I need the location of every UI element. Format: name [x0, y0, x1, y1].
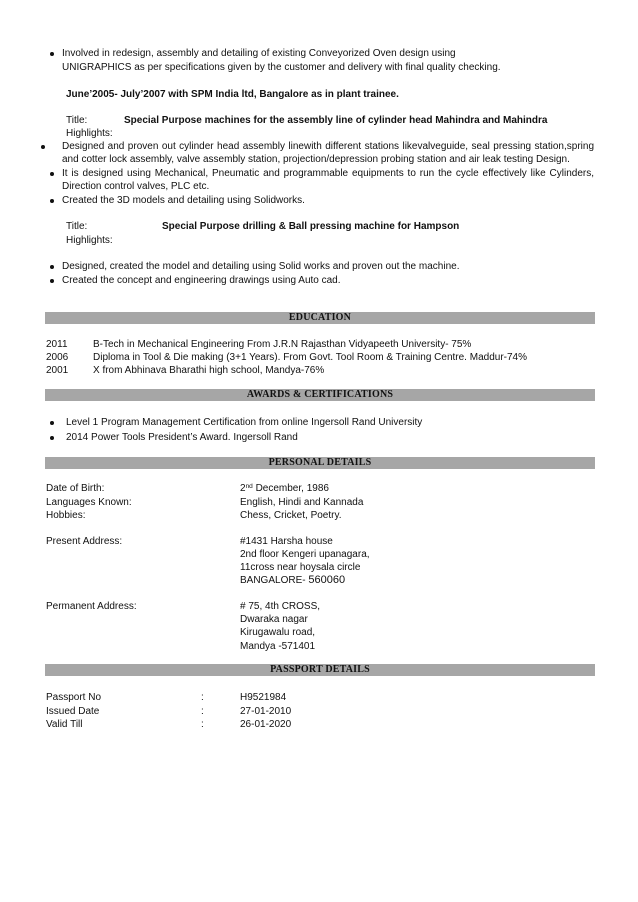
- education-desc: X from Abhinava Bharathi high school, Mandya-76%: [93, 365, 325, 376]
- dob-value: [240, 482, 329, 495]
- present-address-line: 11cross near hoysala circle: [240, 562, 361, 573]
- education-year: 2006: [46, 352, 69, 363]
- bullet-icon: [50, 199, 54, 203]
- languages-value: English, Hindi and Kannada: [240, 497, 364, 508]
- permanent-address-line: Kirugawalu road,: [240, 627, 316, 638]
- present-address-line: [240, 574, 345, 587]
- project2-title: Special Purpose drilling & Ball pressing machine for Hampson: [162, 221, 460, 232]
- bullet-icon: [41, 145, 45, 149]
- present-address-line: #1431 Harsha house: [240, 536, 333, 547]
- project1-bullet-1-line-1: Designed and proven out cylinder head assembly linewith different stations likevalveguide, seal pressing station,spring: [62, 141, 594, 152]
- passport-label: Issued Date: [46, 706, 100, 717]
- bullet-icon: [50, 279, 54, 283]
- bullet-icon: [50, 265, 54, 269]
- education-year: 2011: [46, 339, 68, 350]
- awards-heading: AWARDS & CERTIFICATIONS: [45, 389, 595, 401]
- bullet-icon: [50, 52, 54, 56]
- personal-heading: PERSONAL DETAILS: [45, 457, 595, 469]
- award-item: 2014 Power Tools President’s Award. Ingersoll Rand: [66, 432, 298, 443]
- passport-label: Valid Till: [46, 719, 83, 730]
- permanent-address-label: Permanent Address:: [46, 601, 137, 612]
- education-desc: Diploma in Tool & Die making (3+1 Years). From Govt. Tool Room & Training Centre. Maddur-74%: [93, 352, 527, 363]
- permanent-address-line: Mandya -571401: [240, 641, 316, 652]
- present-city: BANGALORE-: [240, 575, 306, 586]
- education-heading: EDUCATION: [45, 312, 595, 324]
- present-pin: 560060: [308, 574, 346, 586]
- hobbies-label: Hobbies:: [46, 510, 86, 521]
- passport-sep: :: [201, 719, 204, 730]
- passport-value: H9521984: [240, 692, 287, 703]
- present-address-line: 2nd floor Kengeri upanagara,: [240, 549, 370, 560]
- project1-bullet-2-line-2: Direction control valves, PLC etc.: [62, 181, 210, 192]
- project1-title-label: Title:: [66, 115, 88, 126]
- languages-label: Languages Known:: [46, 497, 132, 508]
- dob-rest: December, 1986: [252, 483, 329, 494]
- project2-title-label: Title:: [66, 221, 88, 232]
- passport-value: 26-01-2020: [240, 719, 292, 730]
- present-address-label: Present Address:: [46, 536, 123, 547]
- intro-line-2: UNIGRAPHICS as per specifications given by the customer and delivery with final quality checking.: [62, 62, 501, 73]
- passport-sep: :: [201, 692, 204, 703]
- passport-label: Passport No: [46, 692, 102, 703]
- job-period: June’2005- July’2007 with SPM India ltd, Bangalore as in plant trainee.: [66, 89, 399, 100]
- permanent-address-line: # 75, 4th CROSS,: [240, 601, 321, 612]
- project2-bullet-2: Created the concept and engineering drawings using Auto cad.: [62, 275, 341, 286]
- bullet-icon: [50, 172, 54, 176]
- education-year: 2001: [46, 365, 69, 376]
- bullet-icon: [50, 421, 54, 425]
- project2-bullet-1: Designed, created the model and detailing using Solid works and proven out the machine.: [62, 261, 460, 272]
- dob-suffix: nd: [245, 483, 253, 490]
- passport-sep: :: [201, 706, 204, 717]
- passport-heading: PASSPORT DETAILS: [45, 664, 595, 676]
- dob-day: 2: [240, 483, 246, 494]
- project1-highlights-label: Highlights:: [66, 128, 113, 139]
- dob-label: Date of Birth:: [46, 483, 105, 494]
- permanent-address-line: Dwaraka nagar: [240, 614, 308, 625]
- award-item: Level 1 Program Management Certification from online Ingersoll Rand University: [66, 417, 423, 428]
- education-desc: B-Tech in Mechanical Engineering From J.R.N Rajasthan Vidyapeeth University- 75%: [93, 339, 472, 350]
- project1-bullet-2-line-1: It is designed using Mechanical, Pneumatic and programmable equipments to run the cycle effectively like Cylinders,: [62, 168, 594, 179]
- project1-bullet-1-line-2: and cotter lock assembly, valve assembly station, projection/depression probing station and air leak testing Design.: [62, 154, 570, 165]
- hobbies-value: Chess, Cricket, Poetry.: [240, 510, 342, 521]
- project1-bullet-3: Created the 3D models and detailing using Solidworks.: [62, 195, 305, 206]
- bullet-icon: [50, 436, 54, 440]
- project1-title: Special Purpose machines for the assembly line of cylinder head Mahindra and Mahindra: [124, 115, 548, 126]
- project2-highlights-label: Highlights:: [66, 235, 113, 246]
- passport-value: 27-01-2010: [240, 706, 292, 717]
- intro-line-1: Involved in redesign, assembly and detailing of existing Conveyorized Oven design using: [62, 48, 456, 59]
